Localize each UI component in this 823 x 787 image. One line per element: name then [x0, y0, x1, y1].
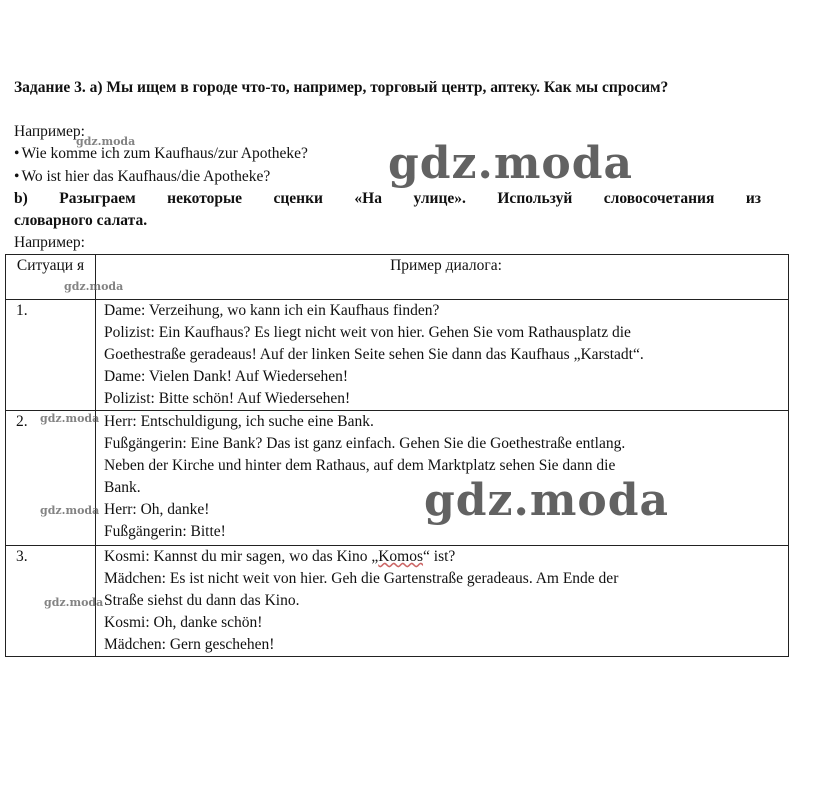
dialog-line: Fußgängerin: Bitte!: [104, 523, 226, 540]
dialog-line: Kosmi: Oh, danke schön!: [104, 614, 263, 631]
watermark-large: gdz.moda: [388, 138, 634, 189]
watermark-large: gdz.moda: [424, 475, 670, 526]
dialog-line: Herr: Entschuldigung, ich suche eine Bank.: [104, 413, 374, 430]
table-row: [6, 411, 789, 546]
situation-number: 1.: [6, 300, 96, 411]
part-b-instruction-cont: словарного салата.: [14, 212, 148, 229]
dialog-line: Straße siehst du dann das Kino.: [104, 592, 300, 609]
example-label: Например:: [14, 123, 85, 140]
watermark-small: gdz.moda: [76, 135, 136, 148]
part-b-instruction: b) Разыграем некоторые сценки «На улице». Используй словосочетания из: [14, 190, 761, 207]
cinema-name: Komos: [378, 548, 424, 565]
bullet-item: • Wie komme ich zum Kaufhaus/zur Apotheke?: [14, 143, 308, 165]
column-header-dialog: Пример диалога:: [96, 255, 789, 300]
dialog-line: Dame: Verzeihung, wo kann ich ein Kaufhaus finden?: [104, 302, 440, 319]
table-row: [6, 546, 789, 657]
dialog-line: Kosmi: Kannst du mir sagen, wo das Kino „Komos“ ist?: [104, 548, 456, 565]
dialog-line: Dame: Vielen Dank! Auf Wiedersehen!: [104, 368, 349, 385]
dialog-cell: [96, 411, 789, 546]
dialog-cell: [96, 300, 789, 411]
dialog-line: Fußgängerin: Eine Bank? Das ist ganz einfach. Gehen Sie die Goethestraße entlang.: [104, 435, 626, 452]
watermark-small: gdz.moda: [40, 504, 100, 517]
dialog-table: [5, 254, 789, 657]
bullet-item: • Wo ist hier das Kaufhaus/die Apotheke?: [14, 166, 270, 188]
dialog-cell: [96, 546, 789, 657]
dialog-line: Mädchen: Gern geschehen!: [104, 636, 275, 653]
situation-number: 3.: [6, 546, 96, 657]
dialog-line: Mädchen: Es ist nicht weit von hier. Geh die Gartenstraße geradeaus. Am Ende der: [104, 570, 619, 587]
situation-number: 2.: [6, 411, 96, 546]
column-header-situation: Ситуаци я: [6, 255, 96, 300]
dialog-line: Goethestraße geradeaus! Auf der linken Seite sehen Sie dann das Kaufhaus „Karstadt“.: [104, 346, 644, 363]
dialog-line: Herr: Oh, danke!: [104, 501, 210, 518]
watermark-small: gdz.moda: [44, 596, 104, 609]
table-header-row: [6, 255, 789, 300]
dialog-line: Neben der Kirche und hinter dem Rathaus, auf dem Marktplatz sehen Sie dann die: [104, 457, 616, 474]
example-label: Например:: [14, 234, 85, 251]
dialog-line: Bank.: [104, 479, 141, 496]
task-heading: Задание 3. а) Мы ищем в городе что-то, например, торговый центр, аптеку. Как мы спросим?: [14, 79, 669, 96]
dialog-line: Polizist: Ein Kaufhaus? Es liegt nicht weit von hier. Gehen Sie vom Rathausplatz die: [104, 324, 631, 341]
dialog-line: Polizist: Bitte schön! Auf Wiedersehen!: [104, 390, 351, 407]
watermark-small: gdz.moda: [64, 280, 124, 293]
watermark-small: gdz.moda: [40, 412, 100, 425]
table-row: [6, 300, 789, 411]
